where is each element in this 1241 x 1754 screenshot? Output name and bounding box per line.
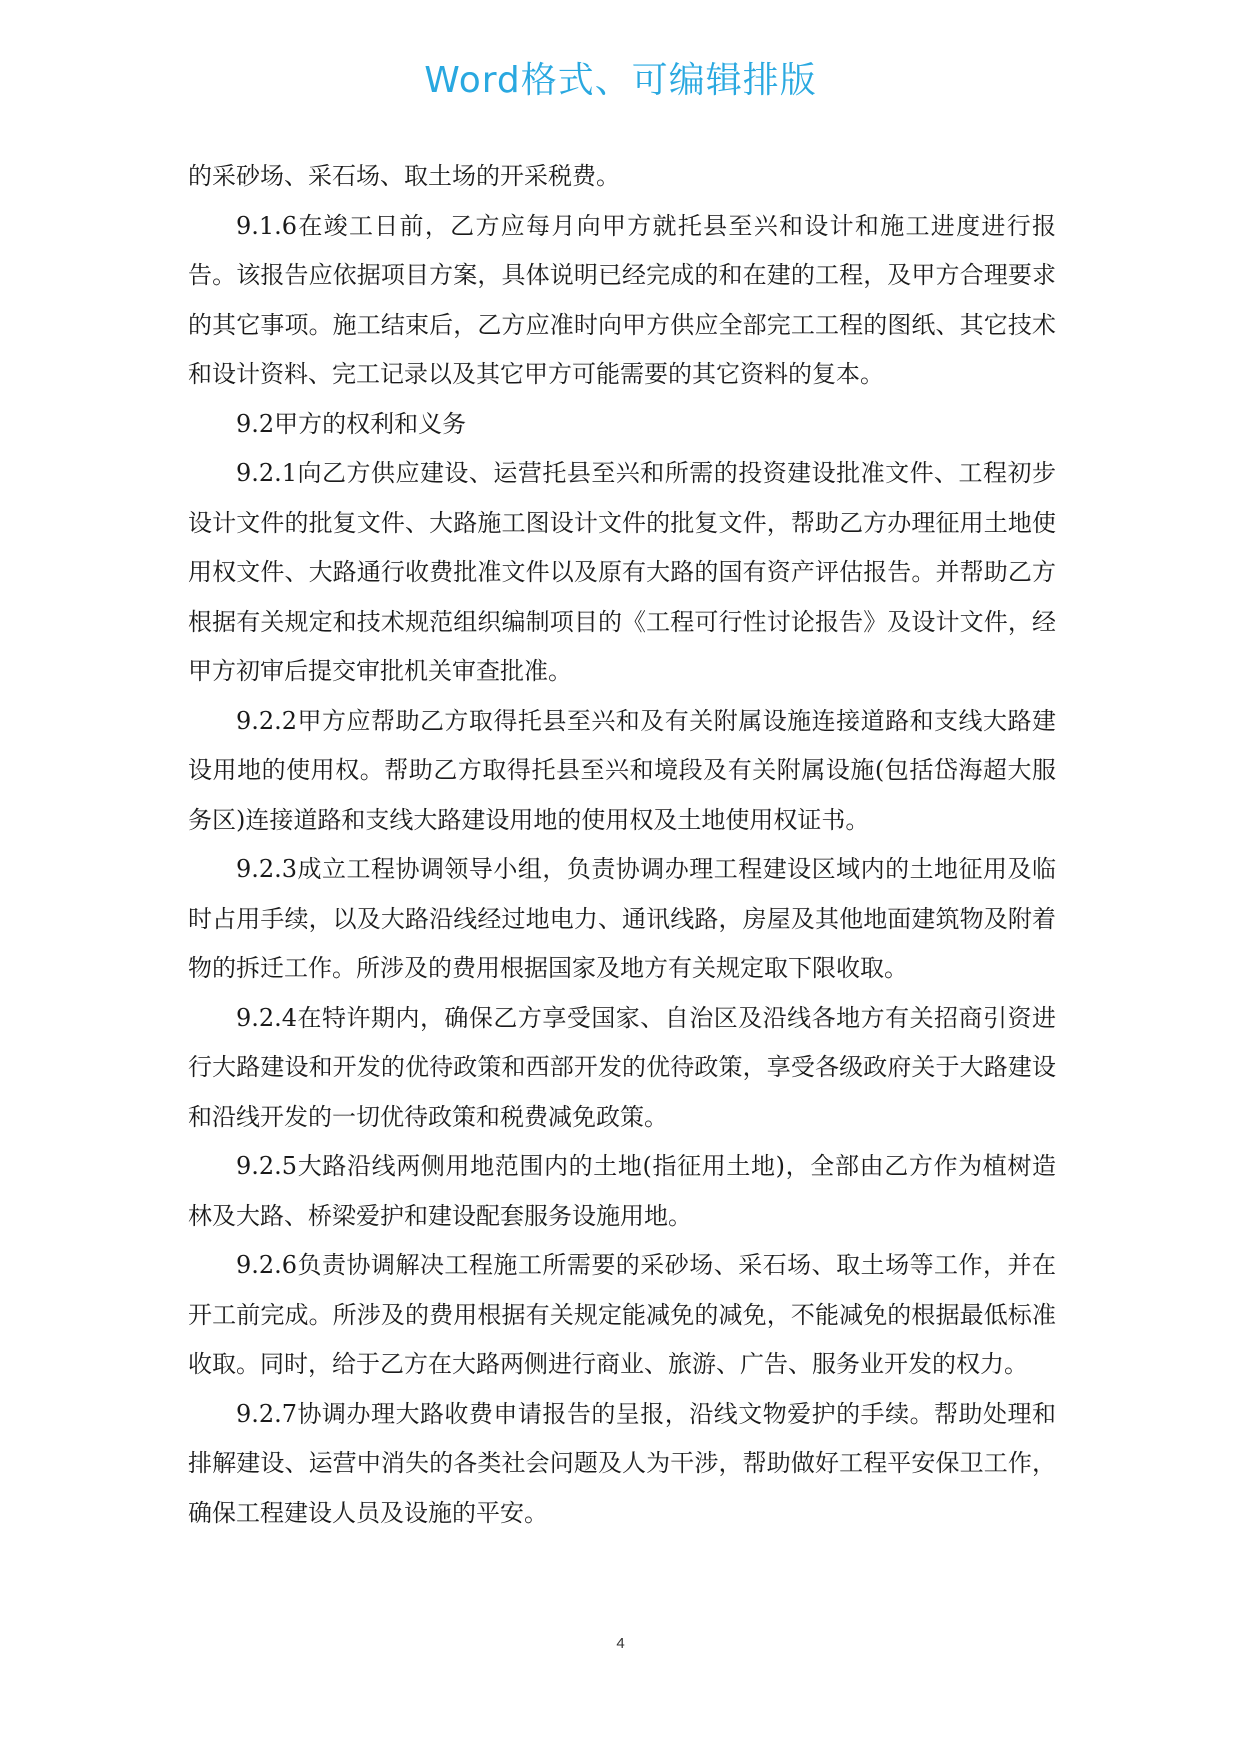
body-paragraph: 9.2.6负责协调解决工程施工所需要的采砂场、采石场、取土场等工作，并在开工前完成。所涉及的费用根据有关规定能减免的减免，不能减免的根据最低标准收取。同时，给于乙方在大路两侧进行商业、旅游、广告、服务业开发的权力。 — [188, 1251, 1056, 1378]
body-paragraph: 9.2.4在特许期内，确保乙方享受国家、自治区及沿线各地方有关招商引资进行大路建设和开发的优待政策和西部开发的优待政策，享受各级政府关于大路建设和沿线开发的一切优待政策和税费减免政策。 — [188, 1003, 1056, 1131]
body-paragraph: 9.2.1向乙方供应建设、运营托县至兴和所需的投资建设批准文件、工程初步设计文件的批复文件、大路施工图设计文件的批复文件，帮助乙方办理征用土地使用权文件、大路通行收费批准文件以及原有大路的国有资产评估报告。并帮助乙方根据有关规定和技术规范组织编制项目的《工程可行性讨论报告》及设计文件，经甲方初审后提交审批机关审查批准。 — [188, 459, 1056, 685]
page-number: 4 — [616, 1635, 625, 1652]
body-paragraph: 9.2.3成立工程协调领导小组，负责协调办理工程建设区域内的土地征用及临时占用手续，以及大路沿线经过地电力、通讯线路，房屋及其他地面建筑物及附着物的拆迁工作。所涉及的费用根据国家及地方有关规定取下限收取。 — [188, 855, 1056, 982]
section-heading: 9.2甲方的权利和义务 — [236, 409, 467, 438]
body-paragraph: 9.2.2甲方应帮助乙方取得托县至兴和及有关附属设施连接道路和支线大路建设用地的使用权。帮助乙方取得托县至兴和境段及有关附属设施(包括岱海超大服务区)连接道路和支线大路建设用地的使用权及土地使用权证书。 — [188, 706, 1056, 834]
body-paragraph: 9.1.6在竣工日前，乙方应每月向甲方就托县至兴和设计和施工进度进行报告。该报告应依据项目方案，具体说明已经完成的和在建的工程，及甲方合理要求的其它事项。施工结束后，乙方应准时向甲方供应全部完工工程的图纸、其它技术和设计资料、完工记录以及其它甲方可能需要的其它资料的复本。 — [188, 211, 1056, 388]
body-paragraph: 9.2.7协调办理大路收费申请报告的呈报，沿线文物爱护的手续。帮助处理和排解建设、运营中消失的各类社会问题及人为干涉，帮助做好工程平安保卫工作，确保工程建设人员及设施的平安。 — [188, 1399, 1056, 1527]
document-body — [188, 152, 1056, 1538]
document-header-title: Word格式、可编辑排版 — [424, 60, 817, 101]
body-paragraph: 的采砂场、采石场、取土场的开采税费。 — [188, 162, 620, 190]
body-paragraph: 9.2.5大路沿线两侧用地范围内的土地(指征用土地)，全部由乙方作为植树造林及大路、桥梁爱护和建设配套服务设施用地。 — [188, 1152, 1056, 1230]
